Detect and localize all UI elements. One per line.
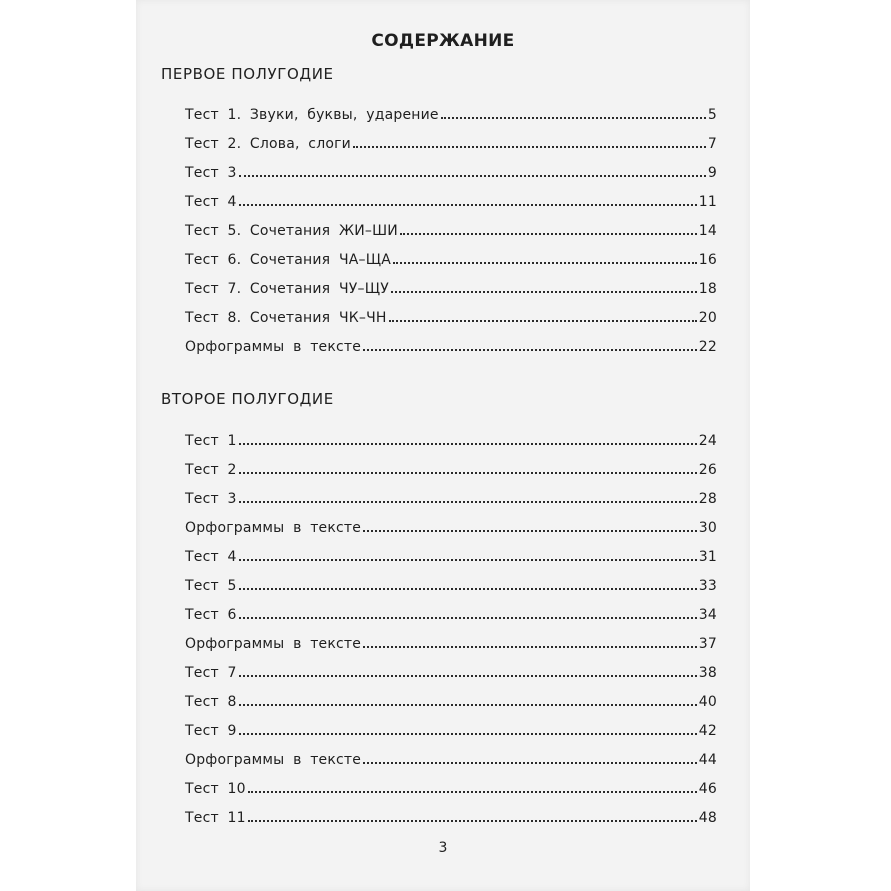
dot-leader xyxy=(239,588,697,590)
toc-entry-page: 31 xyxy=(698,549,717,565)
toc-entry-label: Тест 11 xyxy=(185,810,246,826)
toc-entry-label: Тест 5 xyxy=(185,578,237,594)
dot-leader xyxy=(391,291,697,293)
dot-leader xyxy=(363,646,697,648)
toc-entry xyxy=(185,123,717,152)
toc-entry-page: 11 xyxy=(698,194,717,210)
toc-entry-label: Тест 5. Сочетания ЖИ–ШИ xyxy=(185,223,398,239)
dot-leader xyxy=(239,704,697,706)
toc-entry-page: 34 xyxy=(698,607,717,623)
toc-entry-label: Тест 7. Сочетания ЧУ–ЩУ xyxy=(185,281,389,297)
dot-leader xyxy=(389,320,697,322)
toc-entry-page: 24 xyxy=(698,433,717,449)
toc-entry xyxy=(185,681,717,710)
toc-entry-label: Тест 3 xyxy=(185,491,237,507)
dot-leader xyxy=(239,617,697,619)
toc-entry xyxy=(185,297,717,326)
toc-entry xyxy=(185,565,717,594)
toc-entry-label: Тест 8. Сочетания ЧК–ЧН xyxy=(185,310,387,326)
book-page xyxy=(136,0,750,891)
dot-leader xyxy=(363,530,697,532)
toc-entry-label: Тест 3 xyxy=(185,165,237,181)
toc-entry xyxy=(185,478,717,507)
toc-entry xyxy=(185,420,717,449)
toc-entry-page: 42 xyxy=(698,723,717,739)
toc-entry xyxy=(185,797,717,826)
toc-entry xyxy=(185,768,717,797)
toc-entry-page: 38 xyxy=(698,665,717,681)
toc-entry xyxy=(185,181,717,210)
toc-entry xyxy=(185,449,717,478)
dot-leader xyxy=(239,175,706,177)
toc-entry-page: 16 xyxy=(698,252,717,268)
page-number: 3 xyxy=(438,840,448,856)
dot-leader xyxy=(353,146,706,148)
toc-entry-page: 40 xyxy=(698,694,717,710)
dot-leader xyxy=(239,443,697,445)
toc-entry-page: 37 xyxy=(698,636,717,652)
dot-leader xyxy=(239,733,697,735)
toc-entry xyxy=(185,623,717,652)
toc-entry xyxy=(185,652,717,681)
toc-entry-label: Тест 4 xyxy=(185,194,237,210)
toc-entry-label: Тест 10 xyxy=(185,781,246,797)
toc-list-second-half xyxy=(185,420,717,826)
dot-leader xyxy=(400,233,697,235)
dot-leader xyxy=(441,117,706,119)
toc-entry-label: Тест 2. Слова, слоги xyxy=(185,136,351,152)
toc-entry xyxy=(185,152,717,181)
toc-entry xyxy=(185,239,717,268)
toc-entry xyxy=(185,94,717,123)
toc-entry-label: Тест 6. Сочетания ЧА–ЩА xyxy=(185,252,392,268)
toc-entry-page: 5 xyxy=(707,107,717,123)
toc-entry-page: 18 xyxy=(698,281,717,297)
toc-entry-label: Орфограммы в тексте xyxy=(185,636,362,652)
toc-entry-page: 20 xyxy=(698,310,717,326)
dot-leader xyxy=(239,559,697,561)
toc-entry xyxy=(185,536,717,565)
toc-entry-label: Тест 8 xyxy=(185,694,237,710)
toc-entry-label: Тест 1. Звуки, буквы, ударение xyxy=(185,107,439,123)
toc-entry xyxy=(185,594,717,623)
toc-entry-label: Тест 2 xyxy=(185,462,237,478)
toc-entry-page: 22 xyxy=(698,339,717,355)
toc-entry-page: 26 xyxy=(698,462,717,478)
dot-leader xyxy=(363,349,697,351)
toc-entry xyxy=(185,507,717,536)
toc-entry xyxy=(185,268,717,297)
toc-entry-page: 33 xyxy=(698,578,717,594)
section-heading-second-half: ВТОРОЕ ПОЛУГОДИЕ xyxy=(161,390,334,408)
toc-entry-page: 48 xyxy=(698,810,717,826)
dot-leader xyxy=(248,791,697,793)
section-heading-first-half: ПЕРВОЕ ПОЛУГОДИЕ xyxy=(161,65,334,83)
dot-leader xyxy=(363,762,697,764)
toc-entry-page: 7 xyxy=(707,136,717,152)
toc-entry xyxy=(185,326,717,355)
toc-entry-page: 46 xyxy=(698,781,717,797)
toc-list-first-half xyxy=(185,94,717,355)
dot-leader xyxy=(393,262,697,264)
toc-entry-label: Тест 7 xyxy=(185,665,237,681)
dot-leader xyxy=(248,820,697,822)
dot-leader xyxy=(239,675,697,677)
toc-entry-label: Тест 1 xyxy=(185,433,237,449)
toc-entry xyxy=(185,710,717,739)
dot-leader xyxy=(239,204,697,206)
toc-entry-page: 14 xyxy=(698,223,717,239)
toc-entry-page: 9 xyxy=(707,165,717,181)
dot-leader xyxy=(239,472,697,474)
dot-leader xyxy=(239,501,697,503)
toc-entry-label: Орфограммы в тексте xyxy=(185,520,362,536)
toc-entry-page: 28 xyxy=(698,491,717,507)
toc-entry-page: 30 xyxy=(698,520,717,536)
toc-entry-label: Тест 9 xyxy=(185,723,237,739)
toc-entry-label: Орфограммы в тексте xyxy=(185,752,362,768)
toc-entry-label: Тест 4 xyxy=(185,549,237,565)
toc-entry xyxy=(185,739,717,768)
toc-entry-page: 44 xyxy=(698,752,717,768)
toc-entry-label: Тест 6 xyxy=(185,607,237,623)
toc-entry xyxy=(185,210,717,239)
toc-entry-label: Орфограммы в тексте xyxy=(185,339,362,355)
page-title: СОДЕРЖАНИЕ xyxy=(371,31,515,51)
